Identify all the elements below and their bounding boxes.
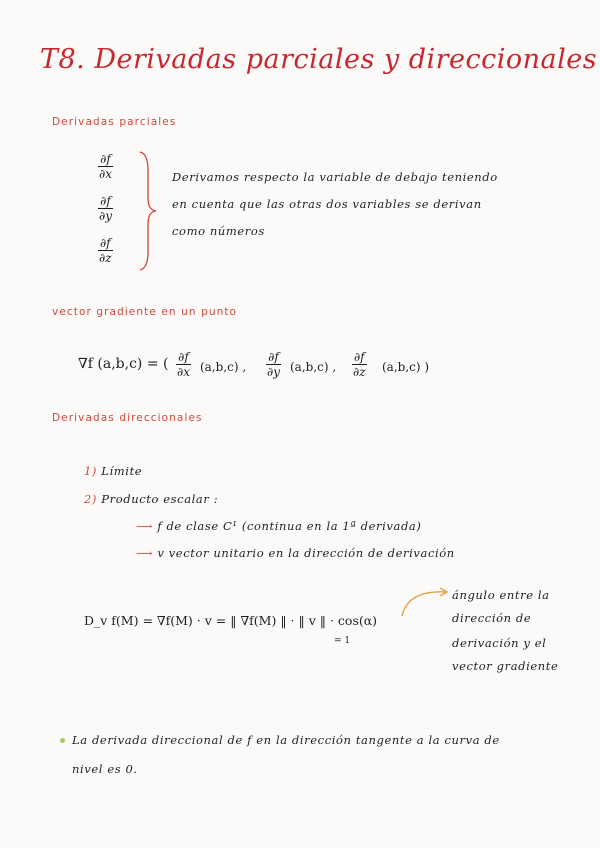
page-title: T8. Derivadas parciales y direccionales	[40, 44, 598, 75]
partial-line-1: Derivamos respecto la variable de debajo teniendo	[172, 170, 498, 184]
gradient-frac-y: ∂f ∂y	[267, 350, 280, 379]
annotation-line-3: derivación y el	[452, 636, 547, 650]
partial-frac-z: ∂f ∂z	[99, 236, 112, 265]
arrow-right-icon: ⟶	[136, 519, 154, 533]
arrow-right-icon: ⟶	[136, 546, 154, 560]
directional-formula: D_v f(M) = ∇f(M) · v = ‖ ∇f(M) ‖ · ‖ v ‖ · cos(α)	[84, 613, 378, 628]
list-item-2: 2) Producto escalar :	[84, 492, 219, 506]
unit-norm-label: = 1	[334, 636, 351, 646]
gradient-arg-x: (a,b,c) ,	[200, 360, 247, 374]
partial-frac-x: ∂f ∂x	[99, 152, 112, 181]
bullet-dot	[60, 738, 65, 743]
note-line-2: nivel es 0.	[72, 762, 138, 776]
annotation-line-1: ángulo entre la	[452, 588, 550, 602]
gradient-frac-x: ∂f ∂x	[177, 350, 190, 379]
section-heading-directional: Derivadas direccionales	[52, 412, 203, 424]
section-heading-partial: Derivadas parciales	[52, 116, 177, 128]
section-heading-gradient: vector gradiente en un punto	[52, 306, 238, 318]
gradient-arg-z: (a,b,c) )	[382, 360, 430, 374]
gradient-frac-z: ∂f ∂z	[353, 350, 366, 379]
partial-line-2: en cuenta que las otras dos variables se derivan	[172, 197, 482, 211]
sub-item-2: ⟶ v vector unitario en la dirección de derivación	[136, 546, 455, 560]
gradient-arg-y: (a,b,c) ,	[290, 360, 337, 374]
gradient-lhs: ∇f (a,b,c) = (	[78, 356, 169, 372]
curved-arrow-icon	[396, 586, 454, 618]
sub-item-1: ⟶ f de clase C¹ (continua en la 1ª derivada)	[136, 519, 422, 533]
note-line-1: La derivada direccional de f en la dirección tangente a la curva de	[72, 733, 500, 747]
partial-line-3: como números	[172, 224, 265, 238]
curly-brace-icon	[138, 150, 160, 272]
list-item-1: 1) Límite	[84, 464, 143, 478]
annotation-line-4: vector gradiente	[452, 659, 559, 673]
annotation-line-2: dirección de	[452, 611, 532, 625]
partial-frac-y: ∂f ∂y	[99, 194, 112, 223]
